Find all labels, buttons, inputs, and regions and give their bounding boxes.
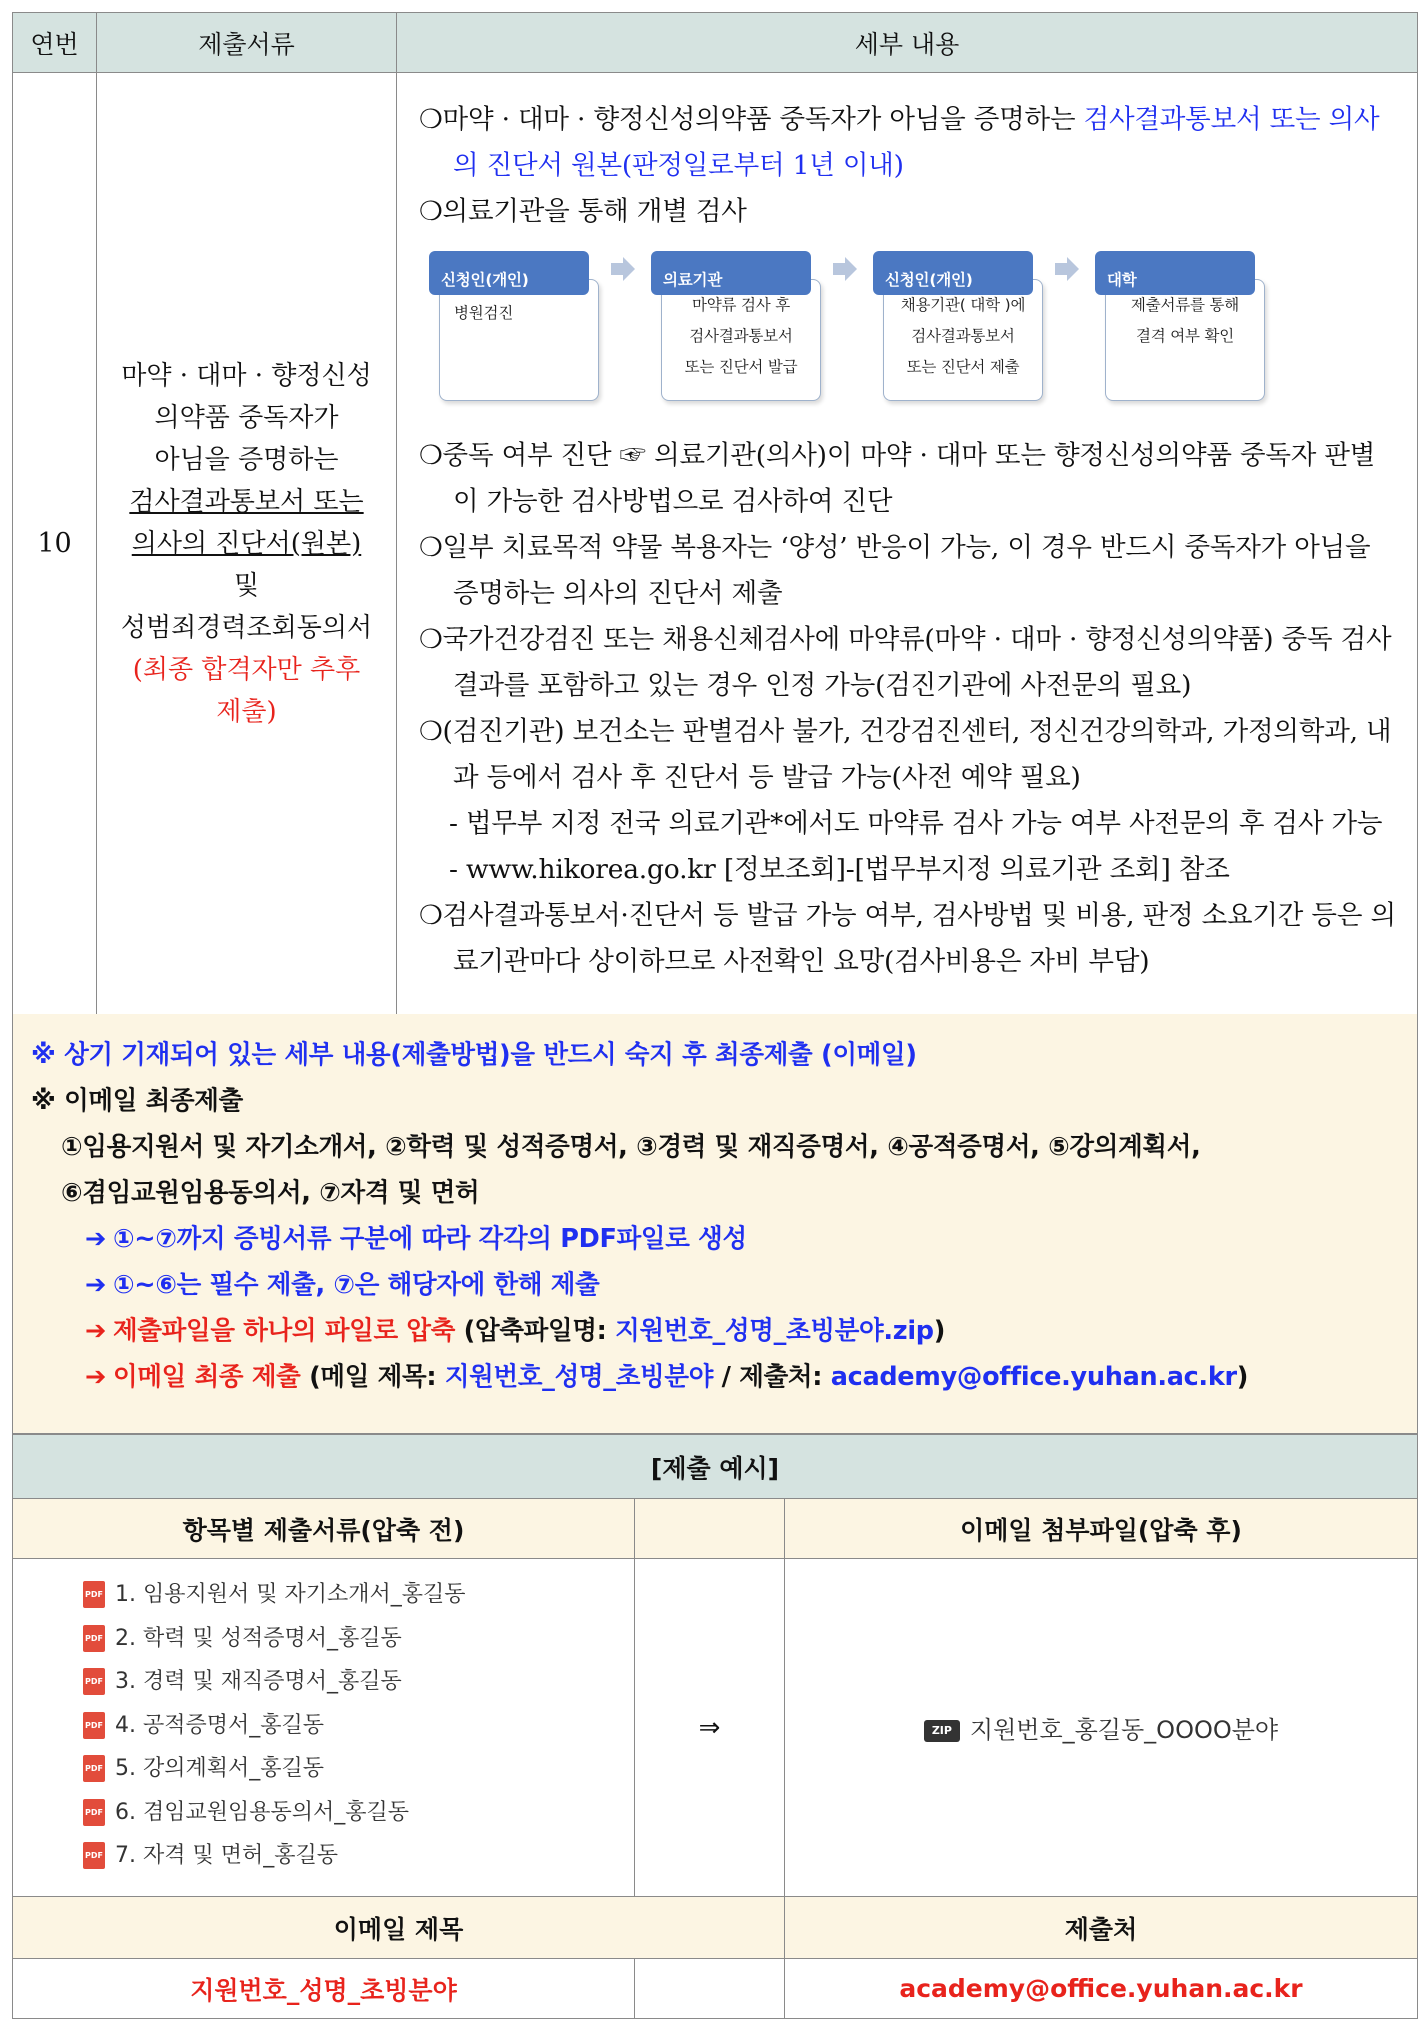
file-name: 3. 경력 및 재직증명서_홍길동	[115, 1669, 402, 1694]
doc-line: 성범죄경력조회동의서	[120, 612, 373, 643]
file-name: 5. 강의계획서_홍길동	[115, 1756, 324, 1781]
flow-step	[873, 251, 1043, 401]
file-name: 7. 자격 및 면허_홍길동	[115, 1843, 338, 1868]
notes-bullet	[31, 1216, 1399, 1262]
pdf-file-icon: PDF	[83, 1668, 105, 1695]
notes-bullet	[31, 1308, 1399, 1354]
header-after-compress: 이메일 첨부파일(압축 후)	[785, 1499, 1418, 1559]
table-row	[13, 73, 1418, 1015]
notes-line: ⑥겸임교원임용동의서, ⑦자격 및 면허	[61, 1178, 480, 1208]
list-item	[83, 1791, 634, 1835]
required-documents	[97, 73, 397, 1015]
flow-step-line: 검사결과통보서	[689, 326, 793, 345]
example-title-row	[13, 1435, 1418, 1499]
doc-line: 아님을 증명하는	[154, 444, 339, 475]
zip-attachment	[785, 1559, 1418, 1897]
example-content-row	[13, 1559, 1418, 1897]
flow-step-line: 또는 진단서 제출	[906, 357, 1020, 376]
notes-bullet-text: 지원번호_성명_초빙분야.zip	[615, 1316, 934, 1346]
pdf-file-icon: PDF	[83, 1842, 105, 1869]
pdf-file-icon: PDF	[83, 1799, 105, 1826]
notes-bullet	[31, 1262, 1399, 1308]
email-to-label: 제출처	[785, 1897, 1418, 1959]
flow-step-line: 마약류 검사 후	[691, 295, 791, 314]
flow-step	[429, 251, 599, 401]
flow-step-tag: 신청인(개인)	[429, 251, 589, 295]
flow-step-tag: 대학	[1095, 251, 1255, 295]
doc-note-red: (최종 합격자만 추후	[132, 654, 361, 685]
pdf-file-icon: PDF	[83, 1581, 105, 1608]
table-header-row	[13, 13, 1418, 73]
doc-line-underlined: 의사의 진단서(원본)	[131, 528, 362, 559]
file-name: 2. 학력 및 성적증명서_홍길동	[115, 1625, 402, 1651]
detail-text: ❍마약 · 대마 · 향정신성의약품 중독자가 아님을 증명하는	[419, 103, 1084, 135]
detail-paragraph: ❍검사결과통보서·진단서 등 발급 가능 여부, 검사방법 및 비용, 판정 소요기간 등은 의료기관마다 상이하므로 사전확인 요망(검사비용은 자비 부담)	[419, 899, 1396, 977]
email-value-row	[13, 1959, 1418, 2019]
header-before-compress: 항목별 제출서류(압축 전)	[13, 1499, 635, 1559]
notes-bullet-text: ①~⑦까지 증빙서류 구분에 따라 각각의 PDF파일로 생성	[113, 1224, 747, 1254]
double-arrow-icon: ⇒	[635, 1559, 785, 1897]
notes-line: ※ 상기 기재되어 있는 세부 내용(제출방법)을 반드시 숙지 후 최종제출 (이메일)	[31, 1040, 917, 1070]
notes-bullet	[31, 1354, 1399, 1400]
detail-paragraph: ❍(검진기관) 보건소는 판별검사 불가, 건강검진센터, 정신건강의학과, 가정의학과, 내과 등에서 검사 후 진단서 등 발급 가능(사전 예약 필요)	[419, 715, 1392, 793]
flow-step-line: 결격 여부 확인	[1135, 326, 1235, 345]
notes-bullet-text: ①~⑥는 필수 제출, ⑦은 해당자에 한해 제출	[113, 1270, 600, 1300]
pdf-file-icon: PDF	[83, 1625, 105, 1652]
list-item	[83, 1617, 634, 1661]
notes-bullet-text: )	[933, 1316, 946, 1346]
detail-sub-item: - 법무부 지정 전국 의료기관*에서도 마약류 검사 가능 여부 사전문의 후 검사 가능	[449, 807, 1383, 839]
pdf-file-icon: PDF	[83, 1712, 105, 1739]
notes-bullet-text: 이메일 최종 제출	[113, 1362, 301, 1392]
notes-line: ※ 이메일 최종제출	[31, 1086, 243, 1116]
notes-bullet-text: academy@office.yuhan.ac.kr	[830, 1362, 1237, 1392]
header-num: 연번	[13, 13, 97, 73]
notes-bullet-text: )	[1236, 1362, 1249, 1392]
list-item	[83, 1834, 634, 1878]
file-name: 1. 임용지원서 및 자기소개서_홍길동	[115, 1582, 466, 1607]
email-subject-label: 이메일 제목	[13, 1897, 785, 1959]
detail-cell	[397, 73, 1418, 1015]
arrow-icon: ➔	[85, 1224, 107, 1254]
example-header-row	[13, 1499, 1418, 1559]
notes-bullet-text: (압축파일명:	[455, 1316, 616, 1346]
flow-step-tag: 의료기관	[651, 251, 811, 295]
detail-paragraph	[419, 97, 1399, 189]
flow-step-line: 채용기관( 대학 )에	[900, 295, 1026, 314]
empty-cell	[635, 1959, 785, 2019]
email-to-value: academy@office.yuhan.ac.kr	[785, 1959, 1418, 2019]
list-item	[83, 1573, 634, 1617]
row-number: 10	[13, 73, 97, 1015]
flow-arrow-icon	[833, 257, 857, 281]
flow-step-tag: 신청인(개인)	[873, 251, 1033, 295]
arrow-icon: ➔	[85, 1270, 107, 1300]
email-subject-value: 지원번호_성명_초빙분야	[13, 1959, 635, 2019]
notes-bullet-text: 지원번호_성명_초빙분야	[444, 1362, 714, 1392]
flow-step-line: 제출서류를 통해	[1130, 295, 1240, 314]
doc-line: 마약 · 대마 · 향정신성	[121, 360, 372, 391]
flow-step	[1095, 251, 1265, 401]
flow-step-line: 검사결과통보서	[911, 326, 1015, 345]
list-item	[83, 1747, 634, 1791]
arrow-icon: ➔	[85, 1362, 107, 1392]
doc-line-underlined: 검사결과통보서 또는	[129, 486, 364, 517]
file-name: 6. 겸임교원임용동의서_홍길동	[115, 1799, 410, 1825]
flow-step	[651, 251, 821, 401]
file-name: 4. 공적증명서_홍길동	[115, 1712, 324, 1738]
file-list	[13, 1559, 635, 1897]
zip-file-icon: ZIP	[924, 1720, 960, 1742]
header-detail: 세부 내용	[397, 13, 1418, 73]
submission-notes	[12, 1014, 1418, 1434]
arrow-icon: ➔	[85, 1316, 107, 1346]
detail-paragraph: ❍의료기관을 통해 개별 검사	[419, 195, 747, 227]
doc-note-red: 제출)	[216, 696, 277, 727]
flow-step-line: 병원검진	[454, 303, 514, 322]
submission-example-table	[12, 1434, 1418, 2019]
notes-bullet-text: (메일 제목:	[300, 1362, 445, 1392]
flow-arrow-icon	[1055, 257, 1079, 281]
pdf-file-icon: PDF	[83, 1755, 105, 1782]
detail-highlight: 검사결과통보서 또는 의사의 진단서 원본(판정일로부터 1년 이내)	[453, 103, 1380, 181]
list-item	[83, 1704, 634, 1748]
process-flow-diagram	[429, 241, 1399, 427]
flow-arrow-icon	[611, 257, 635, 281]
zip-file-name: 지원번호_홍길동_OOOO분야	[969, 1716, 1279, 1744]
list-item	[83, 1660, 634, 1704]
notes-line: ①임용지원서 및 자기소개서, ②학력 및 성적증명서, ③경력 및 재직증명서, ④공적증명서, ⑤강의계획서,	[61, 1132, 1201, 1162]
detail-paragraph: ❍국가건강검진 또는 채용신체검사에 마약류(마약 · 대마 · 향정신성의약품) 중독 검사 결과를 포함하고 있는 경우 인정 가능(검진기관에 사전문의 필요)	[419, 623, 1392, 701]
requirements-table	[12, 12, 1418, 1015]
detail-paragraph: ❍일부 치료목적 약물 복용자는 ‘양성’ 반응이 가능, 이 경우 반드시 중독자가 아님을 증명하는 의사의 진단서 제출	[419, 531, 1371, 609]
email-header-row	[13, 1897, 1418, 1959]
example-title: [제출 예시]	[13, 1435, 1418, 1499]
doc-line: 의약품 중독자가	[154, 402, 339, 433]
notes-bullet-text: / 제출처:	[713, 1362, 831, 1392]
header-empty	[635, 1499, 785, 1559]
detail-paragraph: ❍중독 여부 진단 ☞ 의료기관(의사)이 마약 · 대마 또는 향정신성의약품 중독자 판별이 가능한 검사방법으로 검사하여 진단	[419, 439, 1376, 517]
flow-step-line: 또는 진단서 발급	[684, 357, 798, 376]
detail-sub-item: - www.hikorea.go.kr [정보조회]-[법무부지정 의료기관 조회] 참조	[449, 853, 1230, 885]
doc-line: 및	[233, 570, 260, 601]
header-doc: 제출서류	[97, 13, 397, 73]
notes-bullet-text: 제출파일을 하나의 파일로 압축	[113, 1316, 456, 1346]
